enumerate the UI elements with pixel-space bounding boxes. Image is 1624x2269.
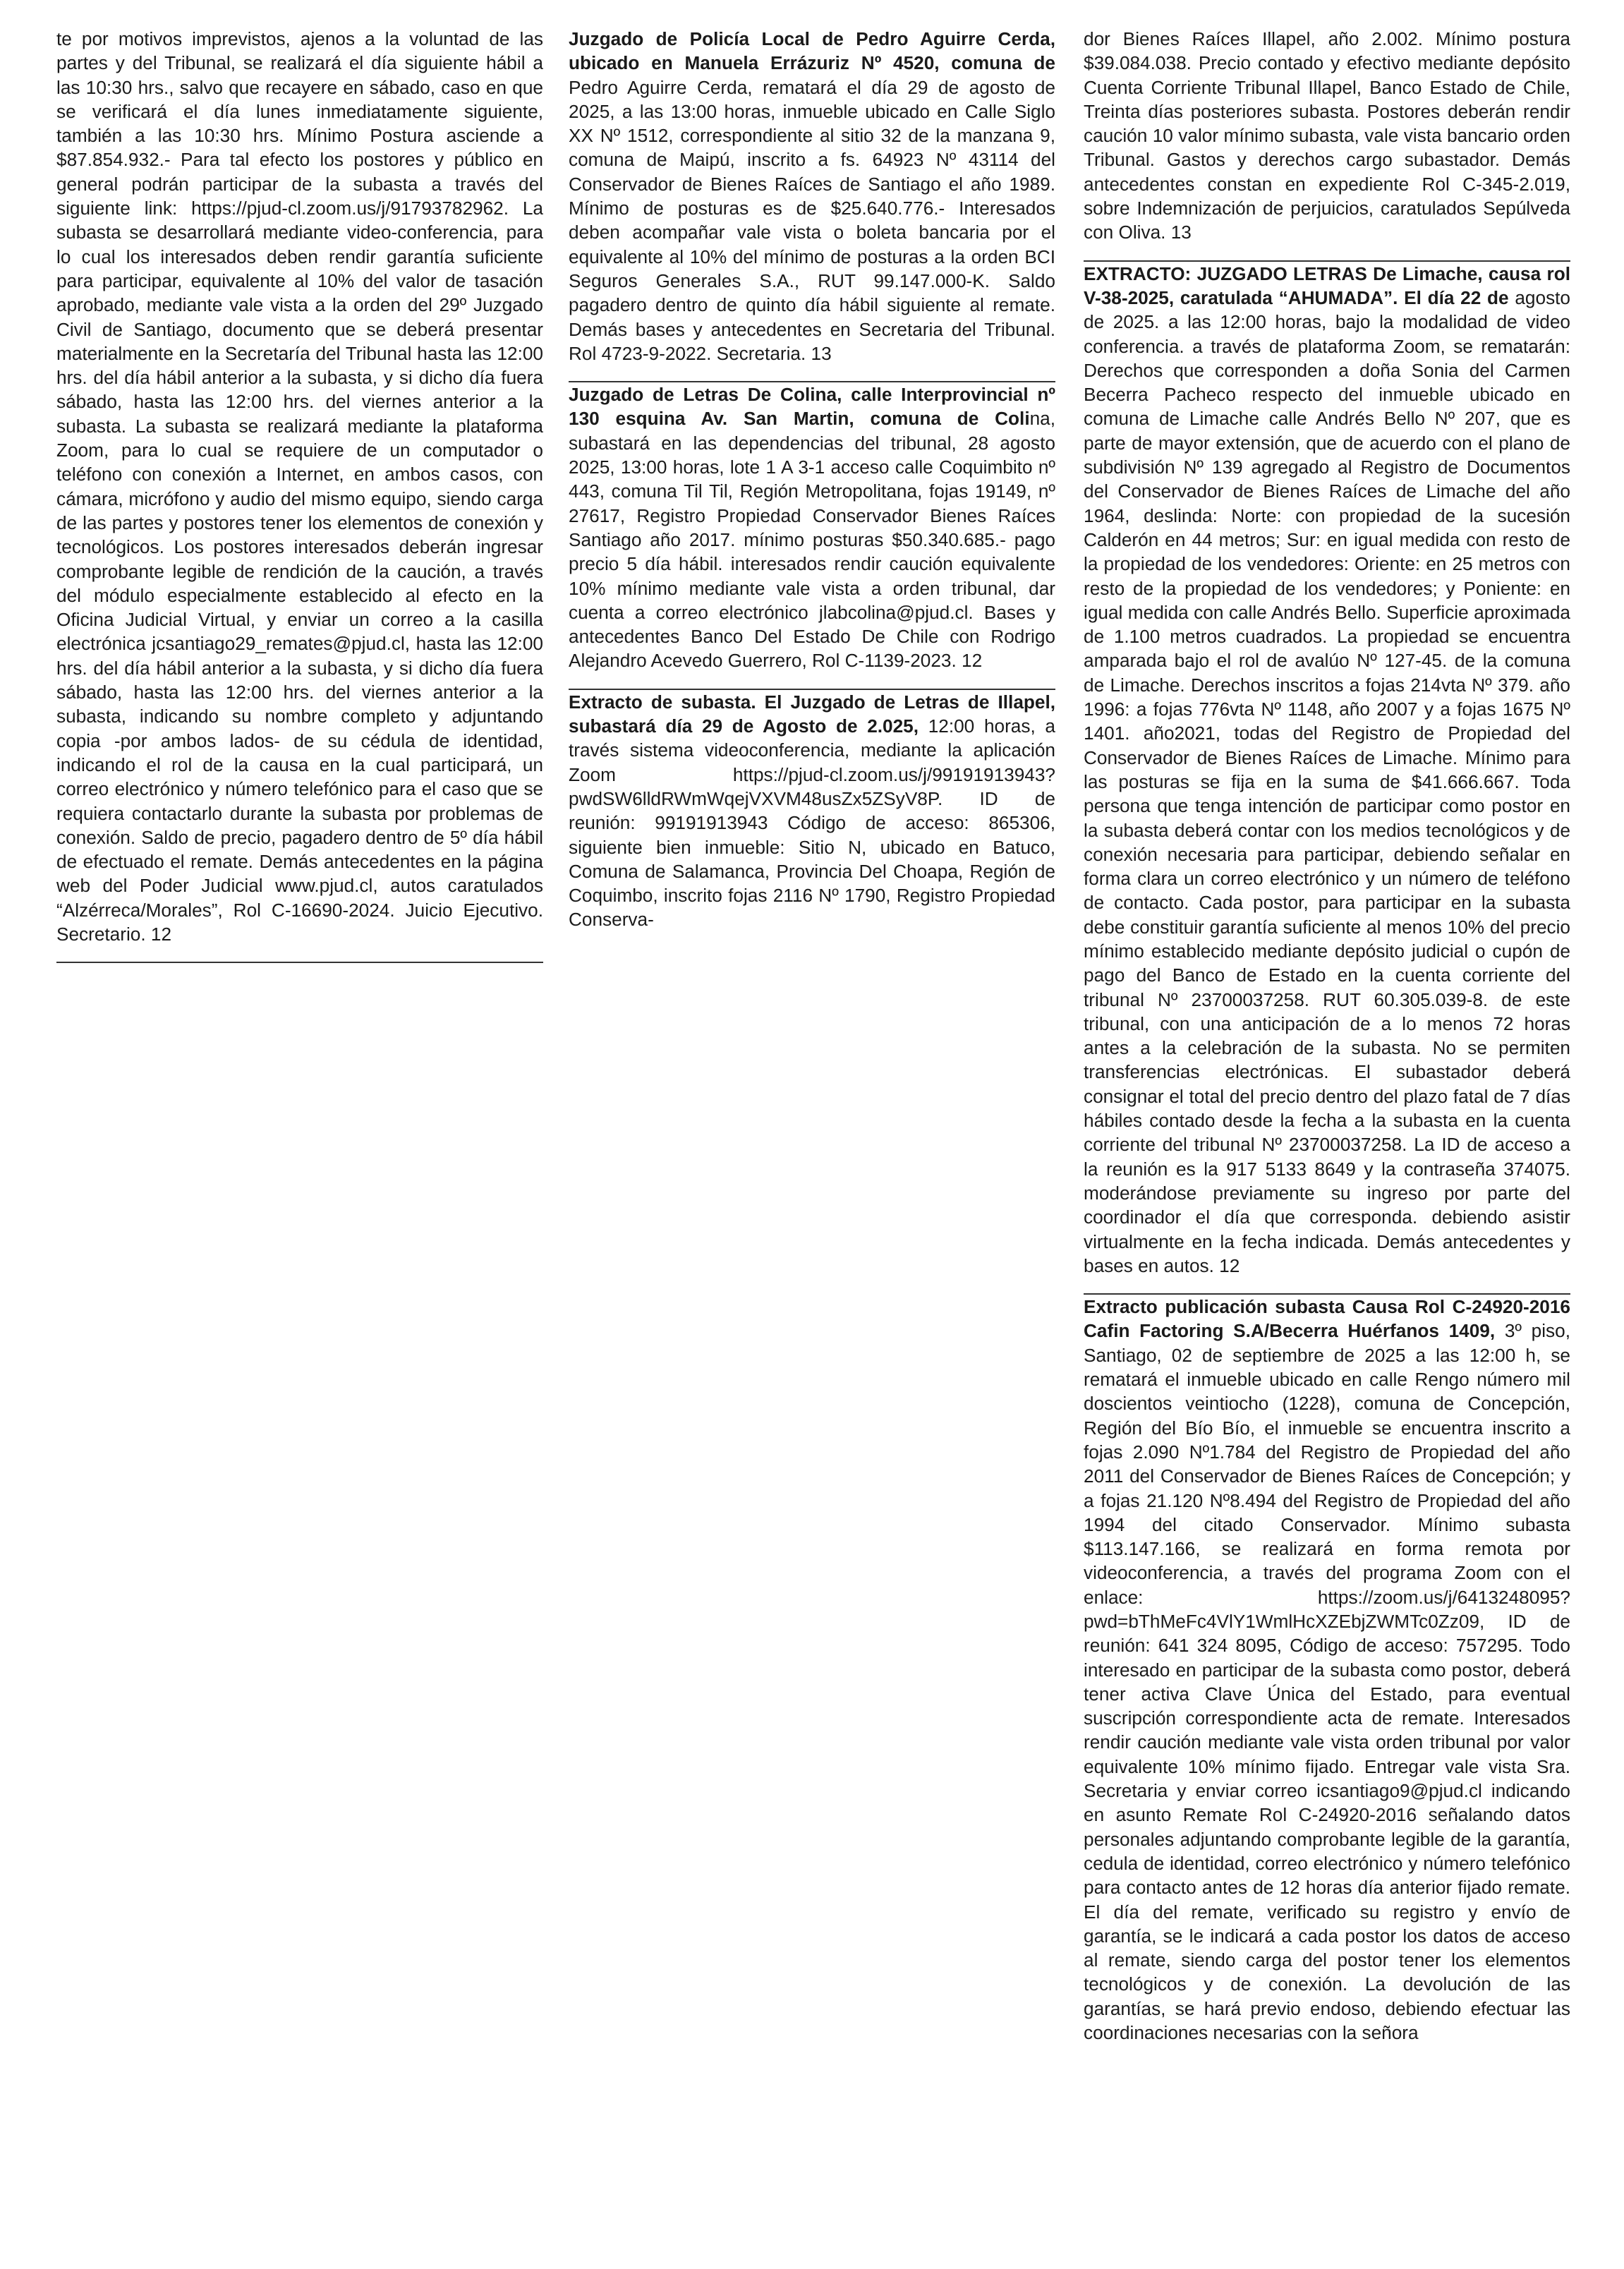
notice-limache — [1084, 262, 1570, 1278]
notice-body: te por motivos imprevistos, ajenos a la voluntad de las partes y del Tribunal, se realizará el día siguiente hábil a las 10:30 hrs., salvo que recayere en sábado, caso en que se verificará el día lunes inmediatamente siguiente, también a las 10:30 hrs. Mínimo Postura asciende a $87.854.932.- Para tal efecto los postores y público en general podrán participar de la subasta a través del siguiente link: https://pjud-cl.zoom.us/j/91793782962. La subasta se desarrollará mediante video-conferencia, para lo cual los interesados deben rendir garantía suficiente para participar, equivalente al 10% del valor de tasación aprobado, mediante vale vista a la orden del 29º Juzgado Civil de Santiago, documento que se deberá presentar materialmente en la Secretaría del Tribunal hasta las 12:00 hrs. del día hábil anterior a la subasta, y si dicho día fuera sábado, hasta las 12:00 hrs. del viernes anterior a la subasta. La subasta se realizará mediante la plataforma Zoom, para lo cual se requiere de un computador o teléfono con conexión a Internet, en ambos casos, con cámara, micrófono y audio del mismo equipo, siendo carga de las partes y postores tener los elementos de conexión y tecnológicos. Los postores interesados deberán ingresar comprobante legible de rendición de la caución, a través del módulo especialmente establecido al efecto en la Oficina Judicial Virtual, y enviar un correo a la casilla electrónica jcsantiago29_remates@pjud.cl, hasta las 12:00 hrs. del día hábil anterior a la subasta, y si dicho día fuera sábado, hasta las 12:00 hrs. del viernes anterior a la subasta, indicando su nombre completo y adjuntando copia -por ambos lados- de su cédula de identidad, indicando el rol de la causa en la cual participará, un correo electrónico y número telefónico para el caso que se requiera contactarlo durante la subasta por problemas de conexión. Saldo de precio, pagadero dentro de 5º día hábil de efectuado el remate. Demás antecedentes en la página web del Poder Judicial www.pjud.cl, autos caratulados “Alzérreca/Morales”, Rol C-16690-2024. Juicio Ejecutivo. Secretario. 12 — [56, 28, 543, 945]
notice-body: dor Bienes Raíces Illapel, año 2.002. Mínimo postura $39.084.038. Precio contado y efectivo mediante depósito Cuenta Corriente Tribunal Illapel, Banco Estado de Chile, Treinta días posteriores subasta. Postores deberán rendir caución 10 valor mínimo subasta, vale vista bancario orden Tribunal. Gastos y derechos cargo subastador. Demás antecedentes constan en expediente Rol C-345-2.019, sobre Indemnización de perjuicios, caratulados Sepúlveda con Oliva. 13 — [1084, 28, 1570, 243]
notice-pedro-aguirre-cerda — [569, 27, 1055, 365]
notice-alzerreca-morales — [56, 27, 543, 946]
notice-body: agosto de 2025. a las 12:00 horas, bajo la modalidad de video conferencia. a través de plataforma Zoom, se rematarán: Derechos que corresponden a doña Sonia del Carmen Becerra Pacheco respecto del inmueble ubicado en comuna de Limache calle Andrés Bello Nº 207, que es parte de mayor extensión, que de acuerdo con el plano de subdivisión Nº 139 agregado al Registro de Documentos del Conservador de Bienes Raíces de Limache del año 1964, deslinda: Norte: con propiedad de la sucesión Calderón en 44 metros; Sur: en igual medida con resto de la propiedad de los vendedores: Oriente: en 25 metros con resto de la propiedad de los vendedores; y Poniente: en igual medida con calle Andrés Bello. Superficie aproximada de 1.100 metros cuadrados. La propiedad se encuentra amparada bajo el rol de avalúo Nº 127-45. de la comuna de Limache. Derechos inscritos a fojas 214vta Nº 379. año 1996: a fojas 776vta Nº 1148, año 2007 y a fojas 1675 Nº 1401. año2021, todas del Registro de Propiedad del Conservador de Bienes Raíces de Limache. Mínimo para las posturas se fija en la suma de $41.666.667. Toda persona que tenga intención de participar como postor en la subasta deberá contar con los medios tecnológicos y de conexión necesaria para participar, debiendo señalar en forma clara un correo electrónico y un número de teléfono de contacto. Cada postor, para participar en la subasta debe constituir garantía suficiente al menos 10% del precio mínimo establecido mediante depósito judicial o cupón de pago del Banco de Estado en la cuenta corriente del tribunal Nº 23700037258. RUT 60.305.039-8. de este tribunal, con una anticipación de a lo menos 72 horas antes a la celebración de la subasta. No se permiten transferencias electrónicas. El subastador deberá consignar el total del precio dentro del plazo fatal de 7 días hábiles contado desde la fecha a la subasta en la cuenta corriente del tribunal Nº 23700037258. La ID de acceso a la reunión es la 917 5133 8649 y la contraseña 374075. moderándose previamente su ingreso por parte del coordinador el día que corresponda. debiendo asistir virtualmente en la fecha indicada. Demás antecedentes y bases en autos. 12 — [1084, 286, 1570, 1276]
column-1 — [56, 27, 543, 963]
notice-illapel-continued — [1084, 27, 1570, 245]
notice-body: 12:00 horas, a través sistema videoconferencia, mediante la aplicación Zoom https://pjud-cl.zoom.us/j/99191913943?pwdSW6lldRWmWqejVXVM48usZx5ZSyV8P. ID de reunión: 99191913943 Código de acceso: 865306, siguiente bien inmueble: Sitio N, ubicado en Batuco, Comuna de Salamanca, Provincia Del Choapa, Región de Coquimbo, inscrito fojas 2116 Nº 1790, Registro Propiedad Conserva- — [569, 715, 1055, 931]
notice-colina — [569, 382, 1055, 673]
column-3 — [1084, 27, 1570, 2045]
notice-heading: EXTRACTO: JUZGADO LETRAS De Limache, causa rol V-38-2025, caratulada “AHUMADA”. El día 22 de — [1084, 262, 1570, 308]
notice-heading: Extracto publicación subasta Causa Rol C-24920-2016 Cafin Factoring S.A/Becerra Huérfanos 1409, — [1084, 1296, 1570, 1342]
notice-body: Pedro Aguirre Cerda, rematará el día 29 de agosto de 2025, a las 13:00 horas, inmueble ubicado en Calle Siglo XX Nº 1512, correspondiente al sitio 32 de la manzana 9, comuna de Maipú, inscrito a fs. 64923 Nº 43114 del Conservador de Bienes Raíces de Santiago el año 1989. Mínimo de posturas es de $25.640.776.- Interesados deben acompañar vale vista o boleta bancaria por el equivalente al 10% del mínimo de posturas a la orden BCI Seguros Generales S.A., RUT 99.147.000-K. Saldo pagadero dentro de quinto día hábil siguiente al remate. Demás bases y antecedentes en Secretaria del Tribunal. Rol 4723-9-2022. Secretaria. 13 — [569, 76, 1055, 364]
notice-divider — [56, 962, 543, 963]
notice-body: na, subastará en las dependencias del tribunal, 28 agosto 2025, 13:00 horas, lote 1 A 3-1 acceso calle Coquimbito nº 443, comuna Til Til, Región Metropolitana, fojas 19149, nº 27617, Registro Propiedad Conservador Bienes Raíces Santiago año 2017. mínimo posturas $50.340.685.- pago precio 5 día hábil. interesados rendir caución equivalente 10% mínimo mediante vale vista a orden tribunal, dar cuenta a correo electrónico jlabcolina@pjud.cl. Bases y antecedentes Banco Del Estado De Chile con Rodrigo Alejandro Acevedo Guerrero, Rol C-1139-2023. 12 — [569, 408, 1055, 672]
notice-heading: Extracto de subasta. El Juzgado de Letras de Illapel, subastará día 29 de Agosto de 2.025, — [569, 691, 1055, 737]
notice-body: 3º piso, Santiago, 02 de septiembre de 2025 a las 12:00 h, se rematará el inmueble ubicado en calle Rengo número mil doscientos veintiocho (1228), comuna de Concepción, Región del Bío Bío, el inmueble se encuentra inscrito a fojas 2.090 Nº1.784 del Registro de Propiedad del año 2011 del Conservador de Bienes Raíces de Concepción; y a fojas 21.120 Nº8.494 del Registro de Propiedad del año 1994 del citado Conservador. Mínimo subasta $113.147.166, se realizará en forma remota por videoconferencia, a través del programa Zoom con el enlace: https://zoom.us/j/6413248095?pwd=bThMeFc4VlY1WmlHcXZEbjZWMTc0Zz09, ID de reunión: 641 324 8095, Código de acceso: 757295. Todo interesado en participar de la subasta como postor, deberá tener activa Clave Única del Estado, para eventual suscripción correspondiente acta de remate. Interesados rendir caución mediante vale vista orden tribunal por valor equivalente 10% mínimo fijado. Entregar vale vista Sra. Secretaria y enviar correo icsantiago9@pjud.cl indicando en asunto Remate Rol C-24920-2016 señalando datos personales adjuntando comprobante legible de la garantía, cedula de identidad, correo electrónico y número telefónico para contacto antes de 12 horas día anterior fijado remate. El día del remate, verificado su registro y envío de garantía, se le indicará a cada postor los datos de acceso al remate, siendo carga del postor tener los elementos tecnológicos y de conexión. La devolución de las garantías, se hará previo endoso, debiendo efectuar las coordinaciones necesarias con la señora — [1084, 1320, 1570, 2044]
notice-cafin-factoring — [1084, 1295, 1570, 2045]
notice-heading: Juzgado de Letras De Colina, calle Interprovincial nº 130 esquina Av. San Martin, comuna de Coli — [569, 384, 1055, 430]
notice-heading: Juzgado de Policía Local de Pedro Aguirre Cerda, ubicado en Manuela Errázuriz Nº 4520, comuna de — [569, 28, 1055, 74]
column-2 — [569, 27, 1055, 932]
notice-illapel — [569, 690, 1055, 932]
